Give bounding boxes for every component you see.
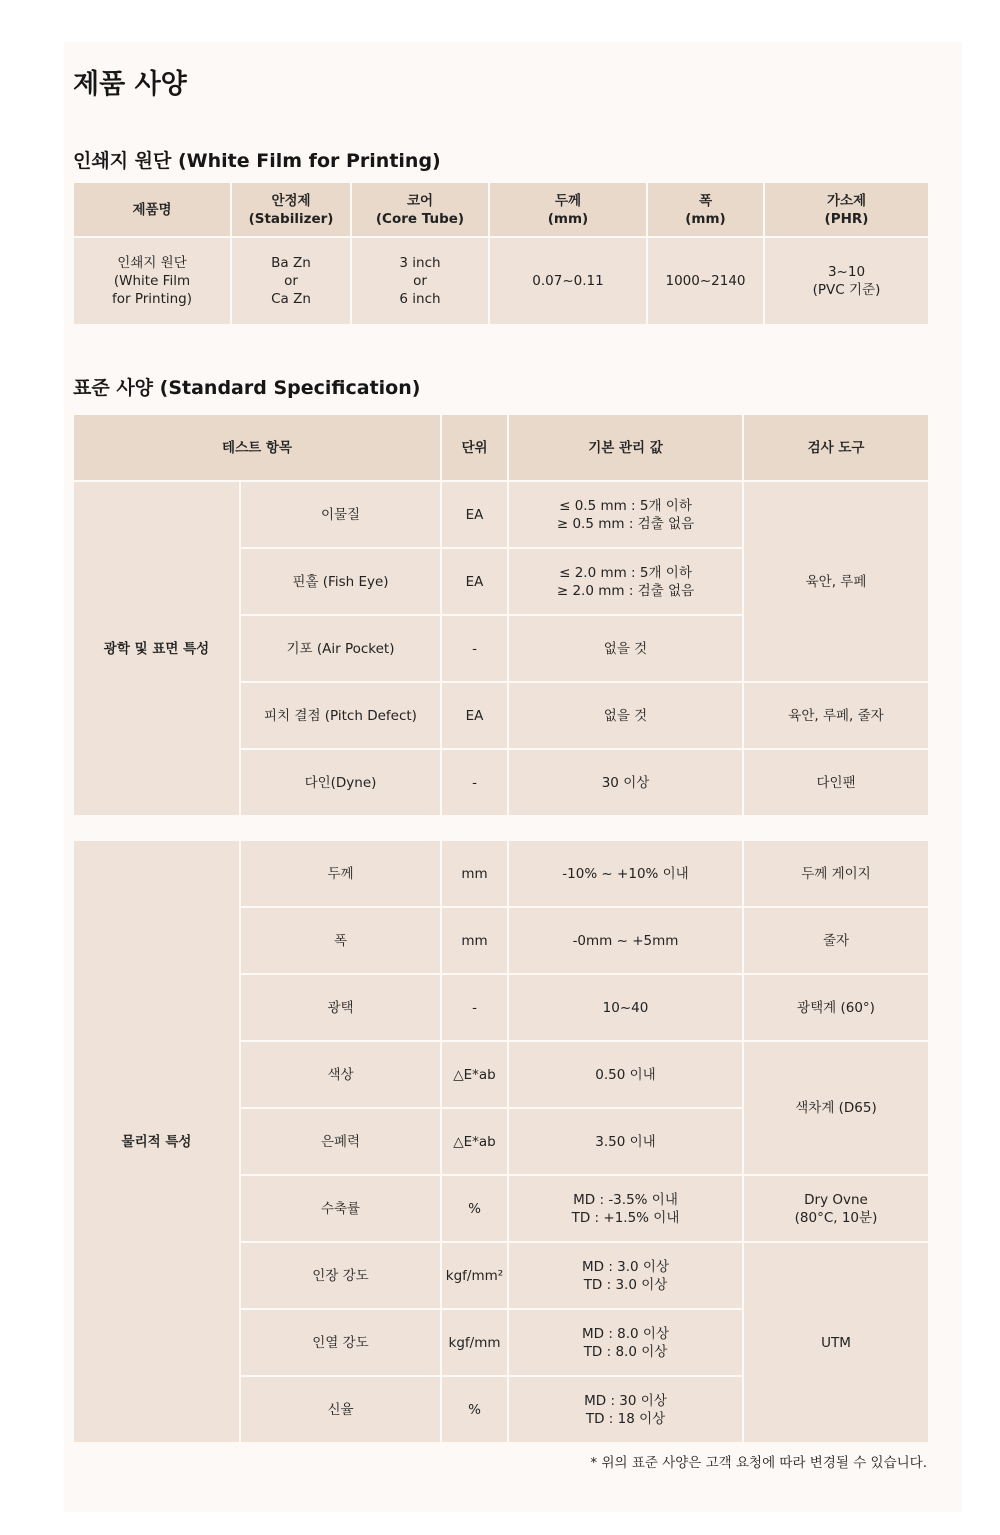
item-unit: △E*ab: [441, 1108, 508, 1175]
header-stabilizer: 안정제 (Stabilizer): [231, 182, 351, 237]
header-standard-value: 기본 관리 값: [508, 414, 743, 481]
item-tool: 육안, 루페: [743, 481, 929, 682]
header-inspection-tool: 검사 도구: [743, 414, 929, 481]
cell-width: 1000~2140: [647, 237, 764, 325]
item-name: 색상: [240, 1041, 441, 1108]
header-product-name: 제품명: [73, 182, 231, 237]
cell-stabilizer: Ba Zn or Ca Zn: [231, 237, 351, 325]
item-unit: EA: [441, 548, 508, 615]
item-value: 3.50 이내: [508, 1108, 743, 1175]
category-optical: 광학 및 표면 특성: [73, 481, 240, 816]
item-value: 10~40: [508, 974, 743, 1041]
header-unit: 단위: [441, 414, 508, 481]
item-name: 이물질: [240, 481, 441, 548]
item-unit: EA: [441, 682, 508, 749]
spec-table: [72, 413, 930, 1444]
item-name: 두께: [240, 840, 441, 907]
item-value: MD : -3.5% 이내 TD : +1.5% 이내: [508, 1175, 743, 1242]
item-name: 기포 (Air Pocket): [240, 615, 441, 682]
item-value: -10% ~ +10% 이내: [508, 840, 743, 907]
item-name: 다인(Dyne): [240, 749, 441, 816]
item-unit: -: [441, 974, 508, 1041]
item-unit: -: [441, 615, 508, 682]
item-unit: mm: [441, 840, 508, 907]
product-table-heading: 인쇄지 원단 (White Film for Printing): [73, 150, 441, 172]
section-gap: [73, 816, 929, 840]
item-value: MD : 3.0 이상 TD : 3.0 이상: [508, 1242, 743, 1309]
item-name: 신율: [240, 1376, 441, 1443]
item-unit: %: [441, 1376, 508, 1443]
header-plasticizer: 가소제 (PHR): [764, 182, 929, 237]
product-header-row: [73, 182, 929, 237]
item-value: ≤ 0.5 mm : 5개 이하 ≥ 0.5 mm : 검출 없음: [508, 481, 743, 548]
item-name: 광택: [240, 974, 441, 1041]
item-name: 수축률: [240, 1175, 441, 1242]
item-tool: 줄자: [743, 907, 929, 974]
item-value: MD : 30 이상 TD : 18 이상: [508, 1376, 743, 1443]
item-value: 0.50 이내: [508, 1041, 743, 1108]
item-tool: 두께 게이지: [743, 840, 929, 907]
item-value: 30 이상: [508, 749, 743, 816]
product-data-row: [73, 237, 929, 325]
item-unit: kgf/mm²: [441, 1242, 508, 1309]
category-physical: 물리적 특성: [73, 840, 240, 1443]
item-unit: mm: [441, 907, 508, 974]
item-name: 피치 결점 (Pitch Defect): [240, 682, 441, 749]
item-unit: △E*ab: [441, 1041, 508, 1108]
item-value: MD : 8.0 이상 TD : 8.0 이상: [508, 1309, 743, 1376]
item-value: ≤ 2.0 mm : 5개 이하 ≥ 2.0 mm : 검출 없음: [508, 548, 743, 615]
item-tool: UTM: [743, 1242, 929, 1443]
item-tool: 육안, 루페, 줄자: [743, 682, 929, 749]
cell-plasticizer: 3~10 (PVC 기준): [764, 237, 929, 325]
item-tool: 다인팬: [743, 749, 929, 816]
item-tool: 광택계 (60°): [743, 974, 929, 1041]
item-name: 은폐력: [240, 1108, 441, 1175]
item-value: -0mm ~ +5mm: [508, 907, 743, 974]
item-unit: -: [441, 749, 508, 816]
item-name: 핀홀 (Fish Eye): [240, 548, 441, 615]
item-name: 인장 강도: [240, 1242, 441, 1309]
spec-table-heading: 표준 사양 (Standard Specification): [73, 377, 421, 399]
cell-core-tube: 3 inch or 6 inch: [351, 237, 489, 325]
product-table: [72, 181, 930, 326]
item-unit: %: [441, 1175, 508, 1242]
item-unit: EA: [441, 481, 508, 548]
item-name: 폭: [240, 907, 441, 974]
item-tool: 색차계 (D65): [743, 1041, 929, 1175]
header-core-tube: 코어 (Core Tube): [351, 182, 489, 237]
table-row: [73, 840, 929, 907]
header-test-item: 테스트 항목: [73, 414, 441, 481]
header-width: 폭 (mm): [647, 182, 764, 237]
table-row: [73, 481, 929, 548]
item-value: 없을 것: [508, 615, 743, 682]
item-unit: kgf/mm: [441, 1309, 508, 1376]
spec-header-row: [73, 414, 929, 481]
page-title: 제품 사양: [73, 69, 187, 100]
cell-thickness: 0.07~0.11: [489, 237, 647, 325]
header-thickness: 두께 (mm): [489, 182, 647, 237]
item-tool: Dry Ovne (80°C, 10분): [743, 1175, 929, 1242]
footnote: * 위의 표준 사양은 고객 요청에 따라 변경될 수 있습니다.: [590, 1455, 927, 1471]
item-name: 인열 강도: [240, 1309, 441, 1376]
item-value: 없을 것: [508, 682, 743, 749]
cell-product-name: 인쇄지 원단 (White Film for Printing): [73, 237, 231, 325]
